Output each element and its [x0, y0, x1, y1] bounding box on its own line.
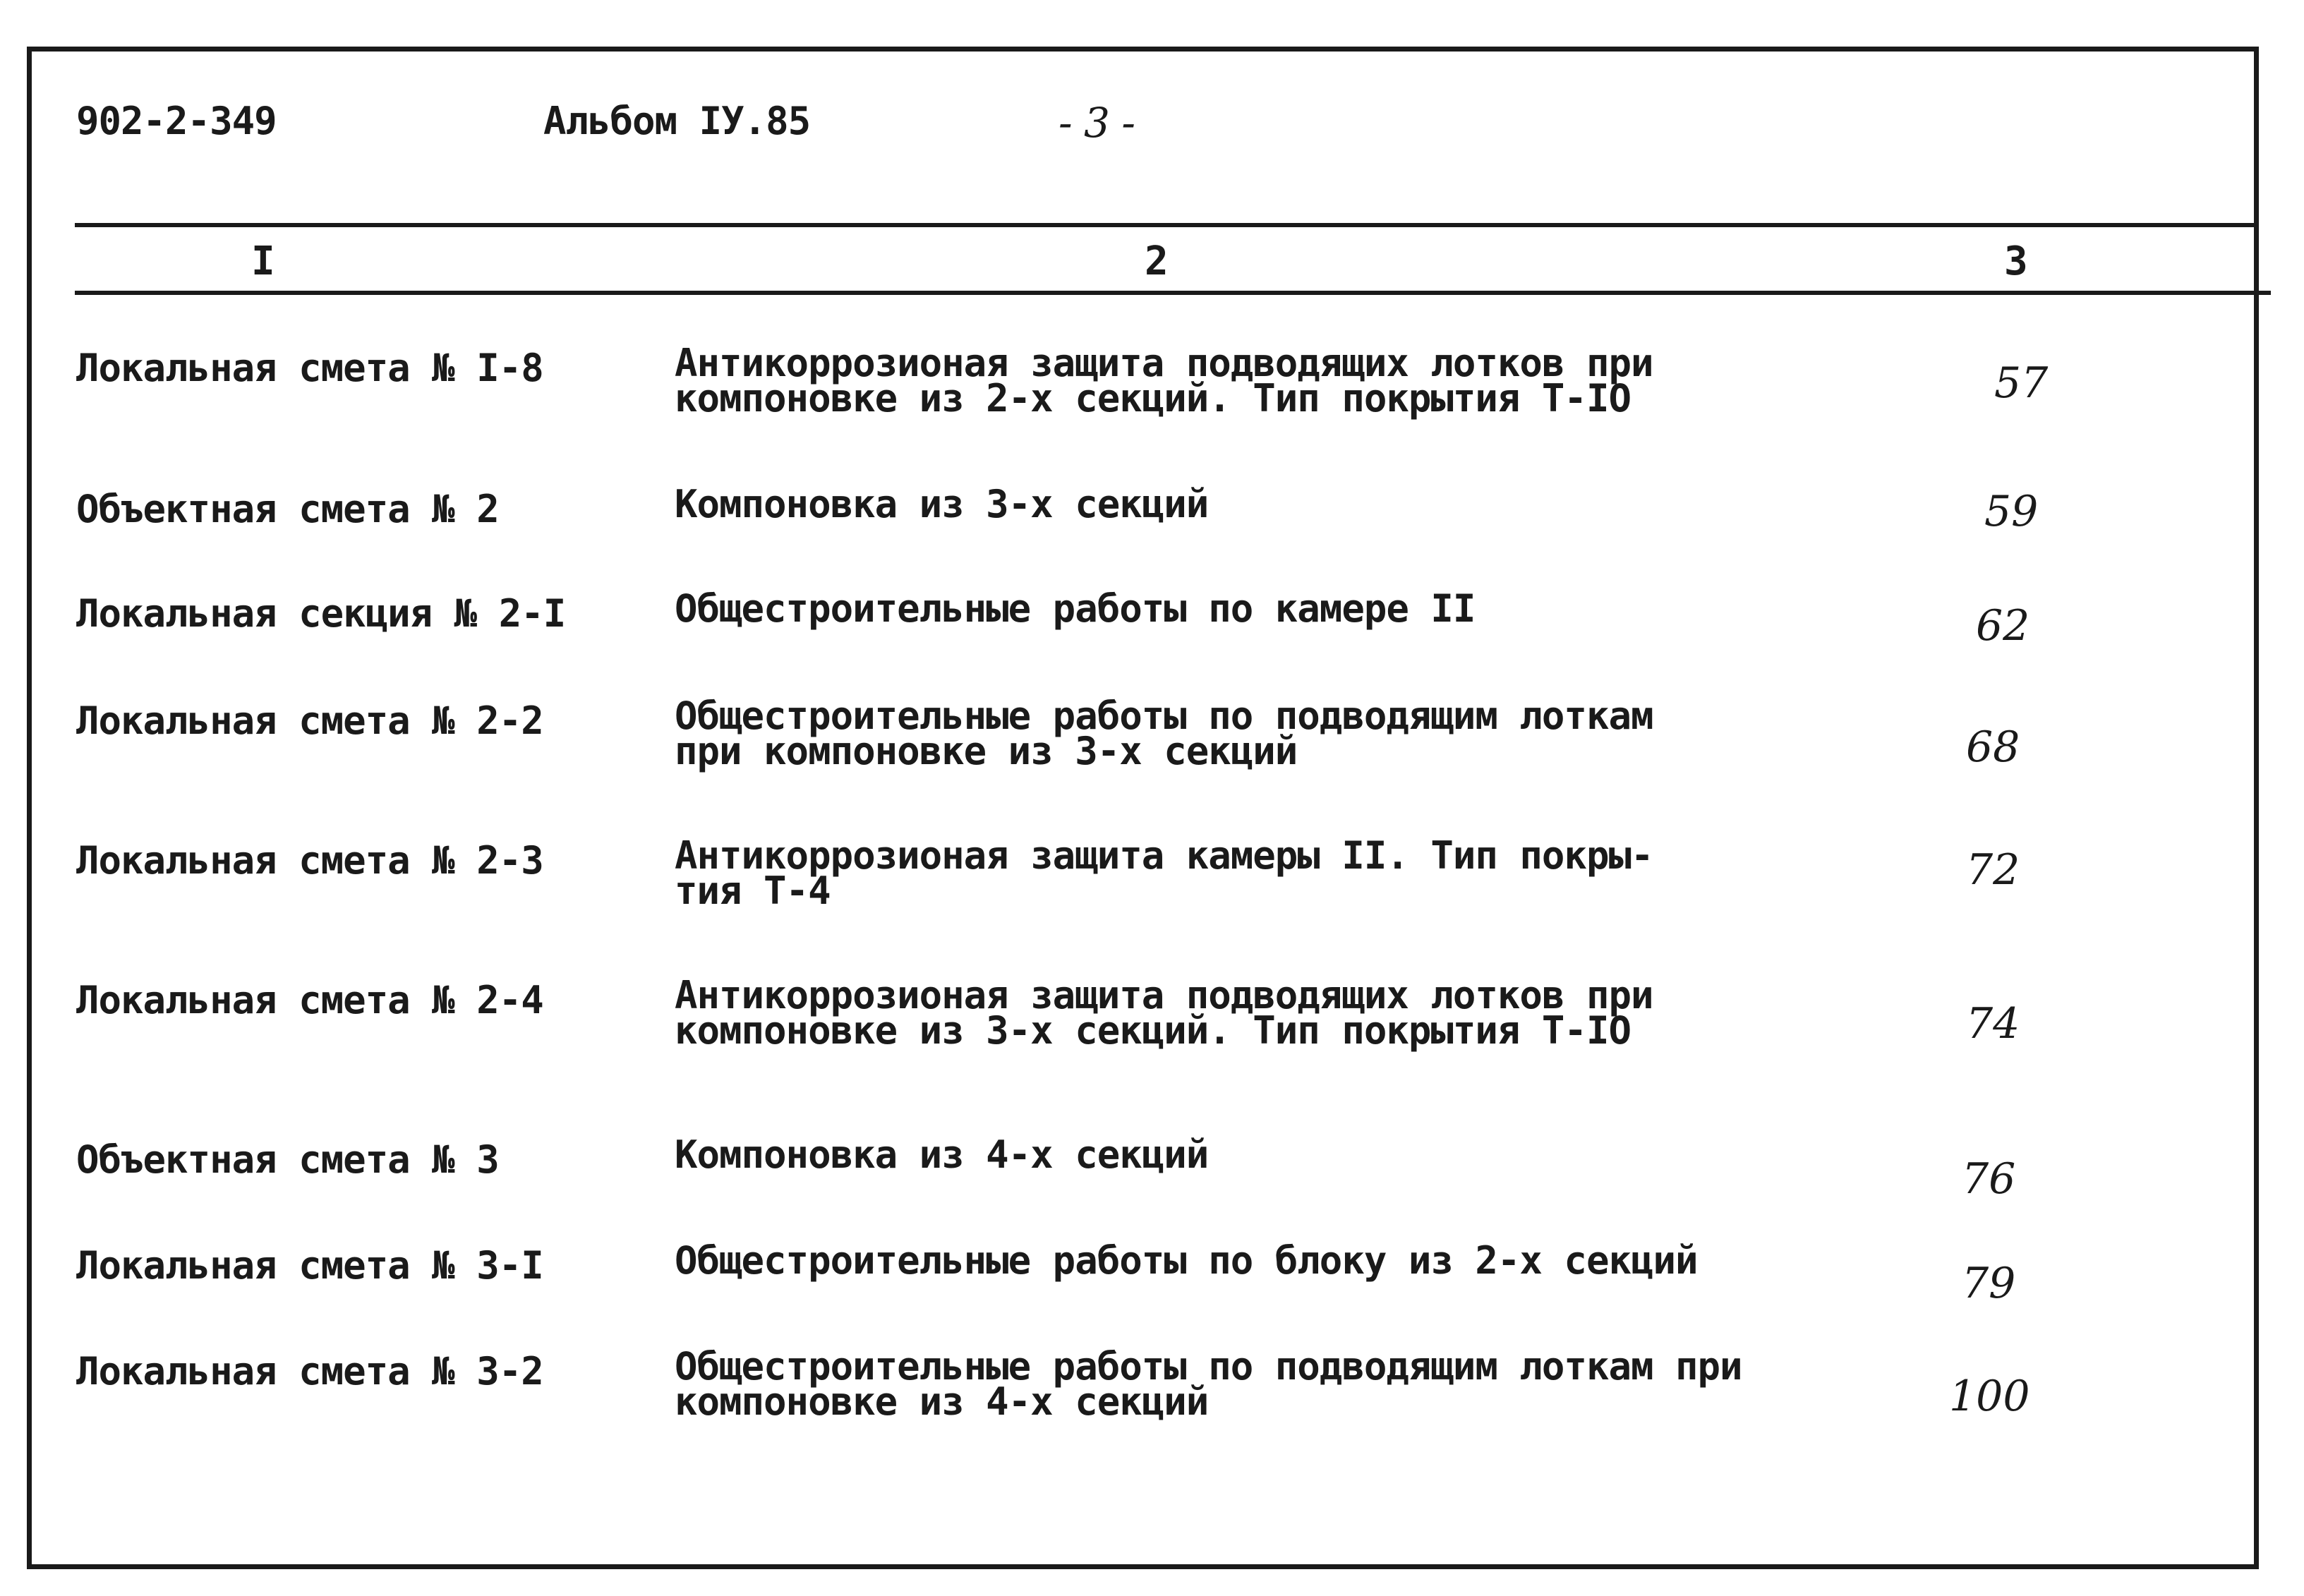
estimate-description: Компоновка из 4-х секций [675, 1132, 1209, 1177]
estimate-description: Антикоррозионая защита подводящих лотков при компоновке из 2-х секций. Тип покрытия Т-IO [675, 341, 1653, 421]
page-reference: 72 [1966, 845, 2020, 895]
estimate-name: Локальная смета № 2-3 [76, 838, 543, 883]
estimate-name: Объектная смета № 3 [76, 1137, 499, 1182]
estimate-description: Общестроительные работы по камере II [675, 586, 1476, 631]
table-header-top-rule [75, 223, 2255, 227]
page-reference: 62 [1976, 601, 2030, 651]
estimate-name: Локальная смета № I-8 [76, 346, 543, 390]
page-reference: 68 [1966, 723, 2020, 772]
page-frame [27, 47, 2259, 1569]
estimate-description: Общестроительные работы по подводящим лоткам при компоновке из 4-х секций [675, 1344, 1742, 1424]
page-reference: 100 [1949, 1372, 2030, 1421]
estimate-name: Локальная смета № 3-I [76, 1243, 543, 1288]
estimate-name: Локальная секция № 2-I [76, 591, 566, 636]
estimate-description: Антикоррозионая защита камеры II. Тип покры- тия Т-4 [675, 833, 1653, 913]
estimate-description: Компоновка из 3-х секций [675, 482, 1209, 526]
album-label: Альбом IУ.85 [543, 99, 811, 143]
page-reference: 79 [1962, 1259, 2016, 1308]
table-header-bottom-rule [75, 291, 2271, 295]
estimate-name: Объектная смета № 2 [76, 487, 499, 531]
column-number-1: I [251, 238, 275, 284]
column-number-3: 3 [2004, 238, 2028, 284]
estimate-description: Общестроительные работы по блоку из 2-х секций [675, 1238, 1698, 1283]
estimate-name: Локальная смета № 2-4 [76, 978, 543, 1022]
page-number: - 3 - [1058, 99, 1135, 147]
page-reference: 57 [1994, 358, 2049, 408]
page-reference: 76 [1962, 1154, 2016, 1204]
estimate-name: Локальная смета № 3-2 [76, 1349, 543, 1394]
estimate-description: Антикоррозионая защита подводящих лотков при компоновке из 3-х секций. Тип покрытия Т-IO [675, 973, 1653, 1053]
column-number-2: 2 [1145, 238, 1169, 284]
estimate-description: Общестроительные работы по подводящим лоткам при компоновке из 3-х секций [675, 694, 1653, 773]
document-code: 902-2-349 [76, 99, 277, 143]
page-reference: 74 [1966, 999, 2020, 1048]
page-reference: 59 [1984, 487, 2039, 536]
estimate-name: Локальная смета № 2-2 [76, 699, 543, 743]
